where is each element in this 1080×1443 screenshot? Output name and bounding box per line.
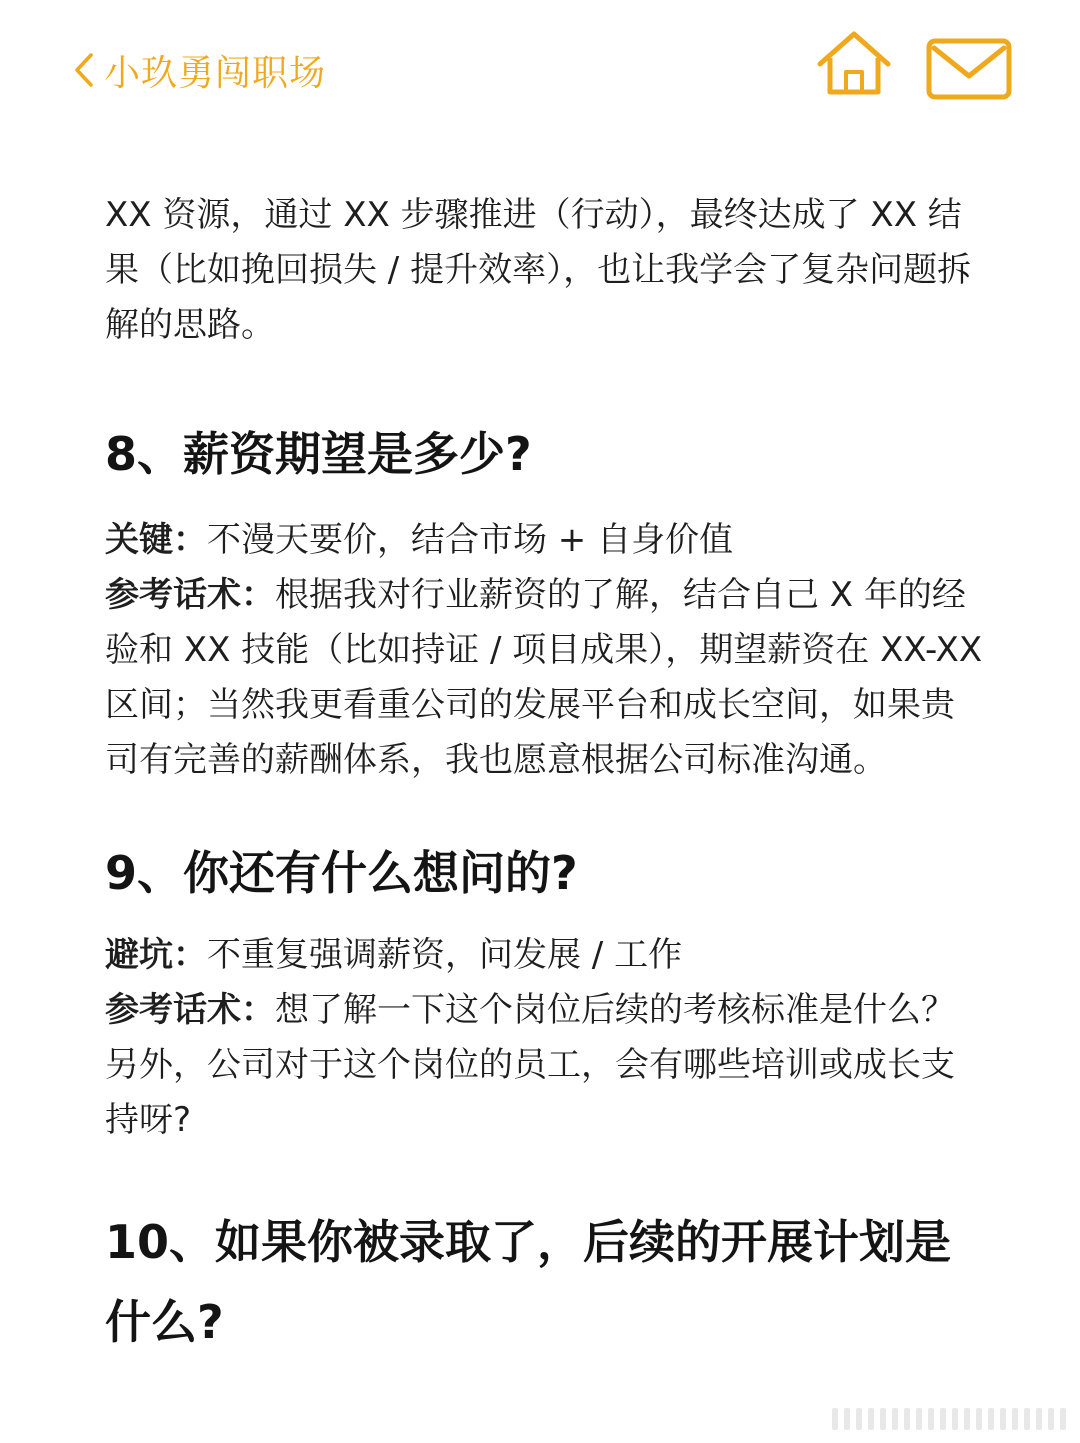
avoid-text: 不重复强调薪资，问发展 / 工作	[207, 935, 683, 975]
q8-script-line	[105, 568, 985, 788]
avoid-label: 避坑：	[105, 935, 207, 975]
chevron-left-icon	[70, 40, 98, 100]
question-9-heading: 9、你还有什么想问的?	[105, 846, 578, 900]
script-label: 参考话术：	[105, 990, 275, 1030]
intro-paragraph: XX 资源，通过 XX 步骤推进（行动），最终达成了 XX 结果（比如挽回损失 / 提升效率），也让我学会了复杂问题拆解的思路。	[105, 195, 972, 345]
key-text: 不漫天要价，结合市场 + 自身价值	[207, 520, 734, 560]
q9-avoid-line	[105, 928, 985, 983]
home-icon[interactable]	[816, 30, 892, 96]
question-10-heading: 10、如果你被录取了，后续的开展计划是什么?	[105, 1215, 952, 1349]
mail-icon[interactable]	[926, 38, 1012, 100]
watermark-bars	[832, 1404, 1072, 1434]
script-text: 想了解一下这个岗位后续的考核标准是什么？另外，公司对于这个岗位的员工，会有哪些培训或成长支持呀?	[105, 990, 955, 1140]
article-content	[105, 188, 985, 1362]
back-title: 小玖勇闯职场	[104, 52, 327, 94]
back-button[interactable]	[70, 40, 326, 100]
script-label: 参考话术：	[105, 575, 275, 615]
key-label: 关键：	[105, 520, 207, 560]
question-8-body	[105, 513, 985, 788]
q8-key-line	[105, 513, 985, 568]
top-bar	[0, 0, 1080, 140]
q9-script-line	[105, 983, 985, 1148]
script-text: 根据我对行业薪资的了解，结合自己 X 年的经验和 XX 技能（比如持证 / 项目成果），期望薪资在 XX-XX 区间；当然我更看重公司的发展平台和成长空间，如果贵司有完善的薪酬体系，我也愿意根据公司标准沟通。	[105, 575, 983, 780]
question-8-heading: 8、薪资期望是多少?	[105, 427, 532, 481]
question-9-body	[105, 928, 985, 1148]
